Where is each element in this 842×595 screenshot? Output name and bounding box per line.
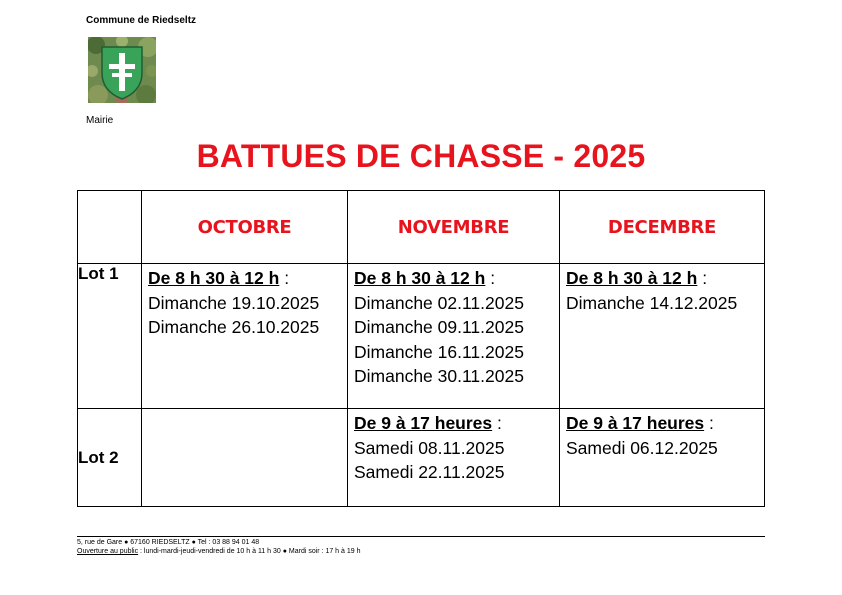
lot-label: Lot 1 <box>78 264 142 409</box>
hunt-date: Samedi 06.12.2025 <box>566 437 718 458</box>
time-slot-line <box>566 266 760 291</box>
time-slot: De 9 à 17 heures <box>566 413 705 433</box>
page-title: BATTUES DE CHASSE - 2025 <box>196 138 646 174</box>
hunt-date: Dimanche 26.10.2025 <box>148 317 320 337</box>
commune-name: Commune de Riedseltz <box>86 15 197 26</box>
hunt-date: Dimanche 30.11.2025 <box>354 366 524 386</box>
time-slot: De 8 h 30 à 12 h <box>566 268 698 288</box>
lot-label: Lot 2 <box>78 409 142 507</box>
hunt-date: Dimanche 19.10.2025 <box>148 292 320 313</box>
time-slot-suffix: : <box>485 268 496 288</box>
header-month: DECEMBRE <box>560 191 765 264</box>
time-slot-suffix: : <box>279 268 290 288</box>
footer-address: 5, rue de Gare ● 67160 RIEDSELTZ ● Tel : 03 88 94 01 48 <box>77 539 260 546</box>
hunt-date: Dimanche 14.12.2025 <box>566 292 738 313</box>
schedule-cell <box>348 264 560 409</box>
schedule-cell <box>560 264 765 409</box>
header-month: OCTOBRE <box>142 191 348 264</box>
time-slot-line <box>566 411 760 436</box>
time-slot-suffix: : <box>704 413 714 433</box>
hunt-date: Samedi 08.11.2025 <box>354 437 505 458</box>
riedseltz-coat-of-arms-icon <box>88 37 156 103</box>
schedule-cell <box>560 409 765 507</box>
mairie-label: Mairie <box>86 115 114 126</box>
hunt-date: Dimanche 16.11.2025 <box>354 341 524 362</box>
time-slot-line <box>354 411 555 436</box>
time-slot-line <box>148 266 343 291</box>
table-row <box>78 264 765 409</box>
table-header-row <box>78 191 765 264</box>
time-slot: De 9 à 17 heures <box>354 413 493 433</box>
hunting-schedule-table <box>77 190 765 507</box>
time-slot-line <box>354 266 555 291</box>
hunt-date: Dimanche 09.11.2025 <box>354 317 524 337</box>
hunt-date: Dimanche 02.11.2025 <box>354 292 524 313</box>
time-slot: De 8 h 30 à 12 h <box>354 268 486 288</box>
time-slot-suffix: : <box>492 413 502 433</box>
header-month: NOVEMBRE <box>348 191 560 264</box>
schedule-cell <box>142 264 348 409</box>
schedule-cell <box>142 409 348 507</box>
time-slot: De 8 h 30 à 12 h <box>148 268 280 288</box>
table-row <box>78 409 765 507</box>
schedule-cell <box>348 409 560 507</box>
hunt-date: Samedi 22.11.2025 <box>354 462 505 482</box>
time-slot-suffix: : <box>697 268 708 288</box>
footer-divider <box>77 536 765 537</box>
footer-hours-label: Ouverture au public <box>77 548 139 555</box>
footer-hours-text: : lundi-mardi-jeudi-vendredi de 10 h à 11 h 30 ● Mardi soir : 17 h à 19 h <box>138 548 361 555</box>
header-empty-cell <box>78 191 142 264</box>
footer-hours <box>77 548 360 555</box>
